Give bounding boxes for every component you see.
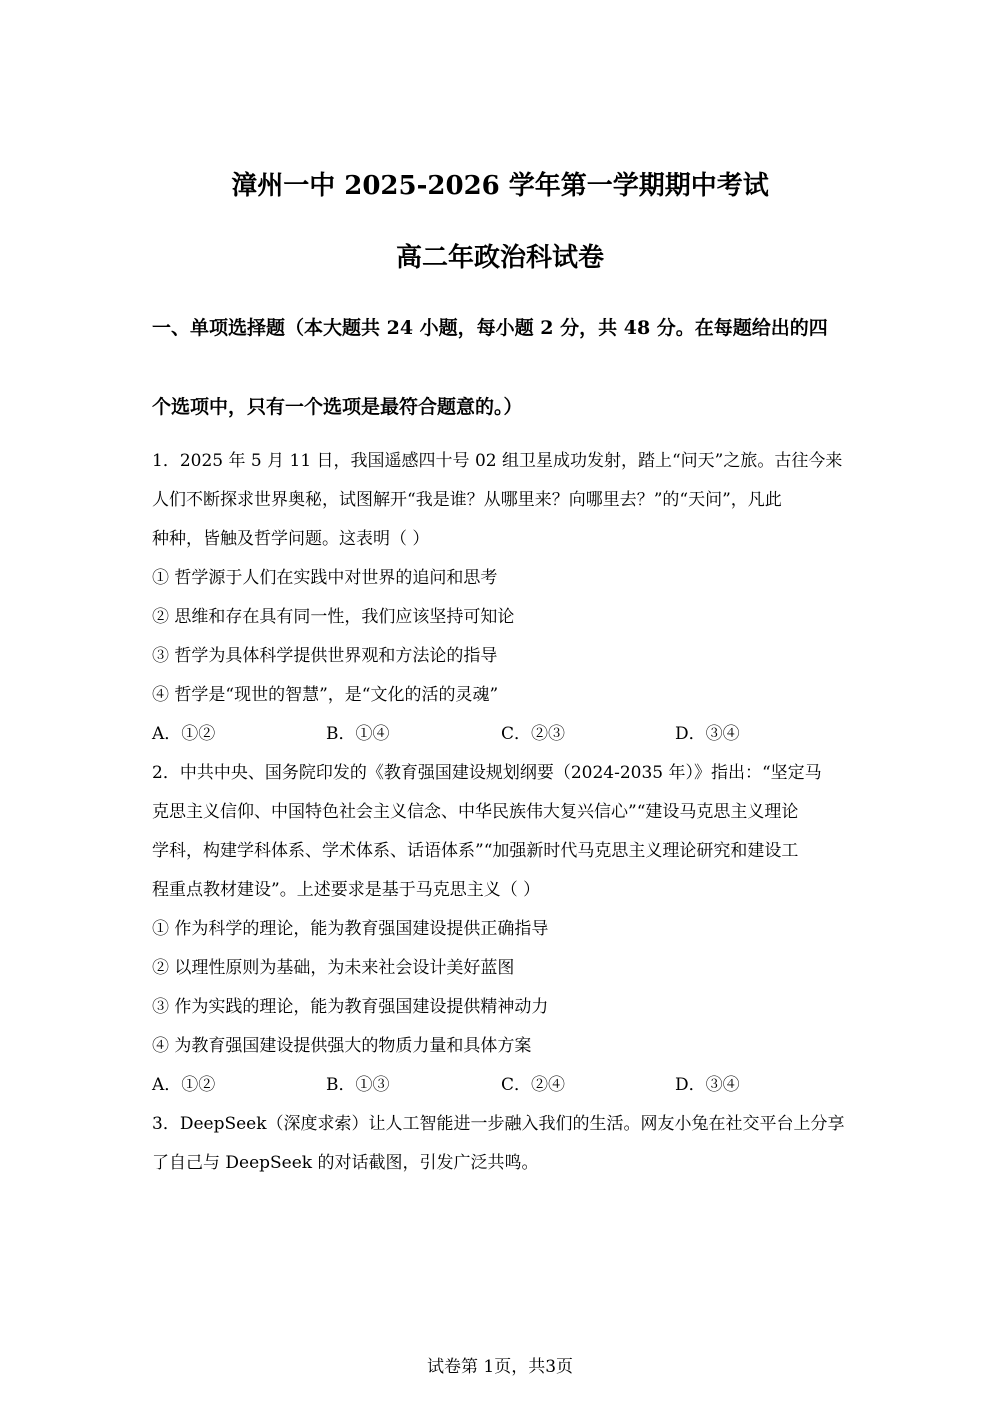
- statement: ② 以理性原则为基础，为未来社会设计美好蓝图: [152, 958, 515, 978]
- statement: ④ 为教育强国建设提供强大的物质力量和具体方案: [152, 1036, 532, 1056]
- exam-title: 漳州一中 2025-2026 学年第一学期期中考试: [231, 171, 769, 201]
- option-d: D．③④: [675, 724, 740, 744]
- section-heading: 一、单项选择题（本大题共 24 小题，每小题 2 分，共 48 分。在每题给出的四: [152, 317, 828, 339]
- question-stem-line: 程重点教材建设”。上述要求是基于马克思主义（ ）: [152, 880, 541, 900]
- question-stem-line: 3．DeepSeek（深度求索）让人工智能进一步融入我们的生活。网友小兔在社交平台上分享: [152, 1114, 845, 1134]
- statement: ② 思维和存在具有同一性，我们应该坚持可知论: [152, 607, 515, 627]
- question-stem-line: 1．2025 年 5 月 11 日，我国遥感四十号 02 组卫星成功发射，踏上“问天”之旅。古往今来: [152, 451, 843, 471]
- option-b: B．①③: [326, 1075, 390, 1095]
- statement: ① 哲学源于人们在实践中对世界的追问和思考: [152, 568, 498, 588]
- exam-subtitle: 高二年政治科试卷: [395, 243, 604, 273]
- question-stem-line: 了自己与 DeepSeek 的对话截图，引发广泛共鸣。: [152, 1153, 539, 1173]
- option-a: A．①②: [152, 724, 216, 744]
- option-c: C．②③: [501, 724, 566, 744]
- statement: ① 作为科学的理论，能为教育强国建设提供正确指导: [152, 919, 549, 939]
- statement: ④ 哲学是“现世的智慧”，是“文化的活的灵魂”: [152, 685, 499, 705]
- option-a: A．①②: [152, 1075, 216, 1095]
- option-c: C．②④: [501, 1075, 566, 1095]
- question-stem-line: 克思主义信仰、中国特色社会主义信念、中华民族伟大复兴信心”“建设马克思主义理论: [152, 802, 799, 822]
- option-b: B．①④: [326, 724, 390, 744]
- question-stem-line: 2．中共中央、国务院印发的《教育强国建设规划纲要（2024-2035 年）》指出：“坚定马: [152, 763, 822, 783]
- question-stem-line: 人们不断探求世界奥秘，试图解开“我是谁？从哪里来？向哪里去？”的“天问”，凡此: [152, 490, 782, 510]
- page-footer: 试卷第 1页，共3页: [426, 1357, 574, 1377]
- question-stem-line: 学科，构建学科体系、学术体系、话语体系”“加强新时代马克思主义理论研究和建设工: [152, 841, 799, 861]
- statement: ③ 哲学为具体科学提供世界观和方法论的指导: [152, 646, 498, 666]
- statement: ③ 作为实践的理论，能为教育强国建设提供精神动力: [152, 997, 549, 1017]
- option-d: D．③④: [675, 1075, 740, 1095]
- section-heading: 个选项中，只有一个选项是最符合题意的。）: [152, 396, 523, 418]
- question-stem-line: 种种，皆触及哲学问题。这表明（ ）: [152, 529, 430, 549]
